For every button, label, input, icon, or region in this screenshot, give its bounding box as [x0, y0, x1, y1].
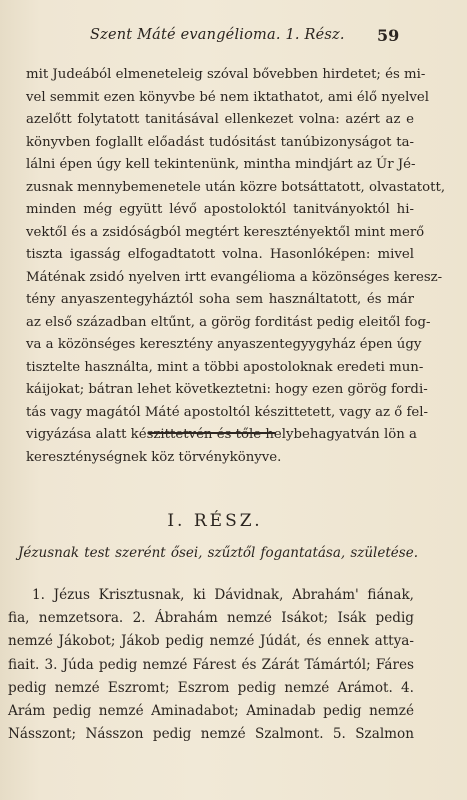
text-line: vigyázása alatt készittetvén és tőle helybehagyatván lön a	[26, 427, 417, 442]
text-line: kereszténységnek köz törvénykönyve.	[26, 449, 282, 465]
text-line: vel semmit ezen könyvbe bé nem iktathatot, ami élő nyelvel	[26, 89, 430, 105]
section-subtitle: Jézusnak test szerént ősei, szűztől fogantatása, születése.	[18, 545, 418, 561]
verse-line: fiait. 3. Júda pedig nemzé Fárest és Zárát Támártól; Fáres	[8, 656, 414, 673]
text-line: zusnak mennybemenetele után közre botsáttatott, olvastatott,	[26, 179, 446, 195]
verse-text	[8, 584, 414, 746]
verse-line: 1. Jézus Krisztusnak, ki Dávidnak, Abrahám' fiának,	[32, 587, 414, 603]
body-paragraph	[26, 64, 446, 469]
verse-line: nemzé Jákobot; Jákob pedig nemzé Júdát, és ennek attya-	[8, 633, 414, 650]
verse-line: fia, nemzetsora. 2. Ábrahám nemzé Isákot; Isák pedig	[8, 610, 414, 627]
text-line: káijokat; bátran lehet következtetni: hogy ezen görög fordi-	[26, 382, 428, 397]
verse-line: Násszont; Násszon pedig nemzé Szalmont. 5. Szalmon	[8, 726, 414, 743]
verse-line: Arám pedig nemzé Aminadabot; Aminadab pedig nemzé	[8, 702, 414, 719]
text-line: mit Judeából elmeneteleig szóval bővebben hirdetet; és mi-	[26, 67, 426, 82]
text-line: lálni épen úgy kell tekintenünk, mintha mindjárt az Úr Jé-	[26, 157, 416, 172]
section-divider-rule	[148, 432, 276, 434]
page-number: 59	[377, 26, 400, 45]
running-title: Szent Máté evangélioma. 1. Rész.	[90, 27, 345, 43]
verse-line: pedig nemzé Eszromt; Eszrom pedig nemzé Arámot. 4.	[8, 679, 414, 696]
text-line: minden még együtt lévő apostoloktól tanitványoktól hi-	[26, 202, 414, 217]
page-header	[0, 27, 467, 47]
text-line: tás vagy magától Máté apostoltól készittetett, vagy az ő fel-	[26, 404, 429, 420]
section-title: I. RÉSZ.	[167, 511, 263, 531]
text-line: vektől és a zsidóságból megtért keresztényektől mint merő	[26, 224, 425, 240]
text-line: tiszta igasság elfogadtatott volna. Hasonlóképen: mivel	[26, 247, 414, 262]
text-line: va a közönséges keresztény anyaszentegyygyház épen úgy	[26, 337, 422, 352]
text-line: könyvben foglallt előadást tudósitást tanúbizonyságot ta-	[26, 134, 414, 150]
text-line: azelőtt folytatott tanitásával ellenkezet volna: azért az e	[26, 112, 414, 127]
text-line: tisztelte használta, mint a többi apostoloknak eredeti mun-	[26, 359, 424, 375]
text-line: az első században eltűnt, a görög forditást pedig eleitől fog-	[26, 314, 431, 330]
text-line: tény anyaszentegyháztól soha sem használtatott, és már	[26, 292, 414, 307]
text-line: Máténak zsidó nyelven irtt evangélioma a közönséges keresz-	[26, 269, 443, 285]
